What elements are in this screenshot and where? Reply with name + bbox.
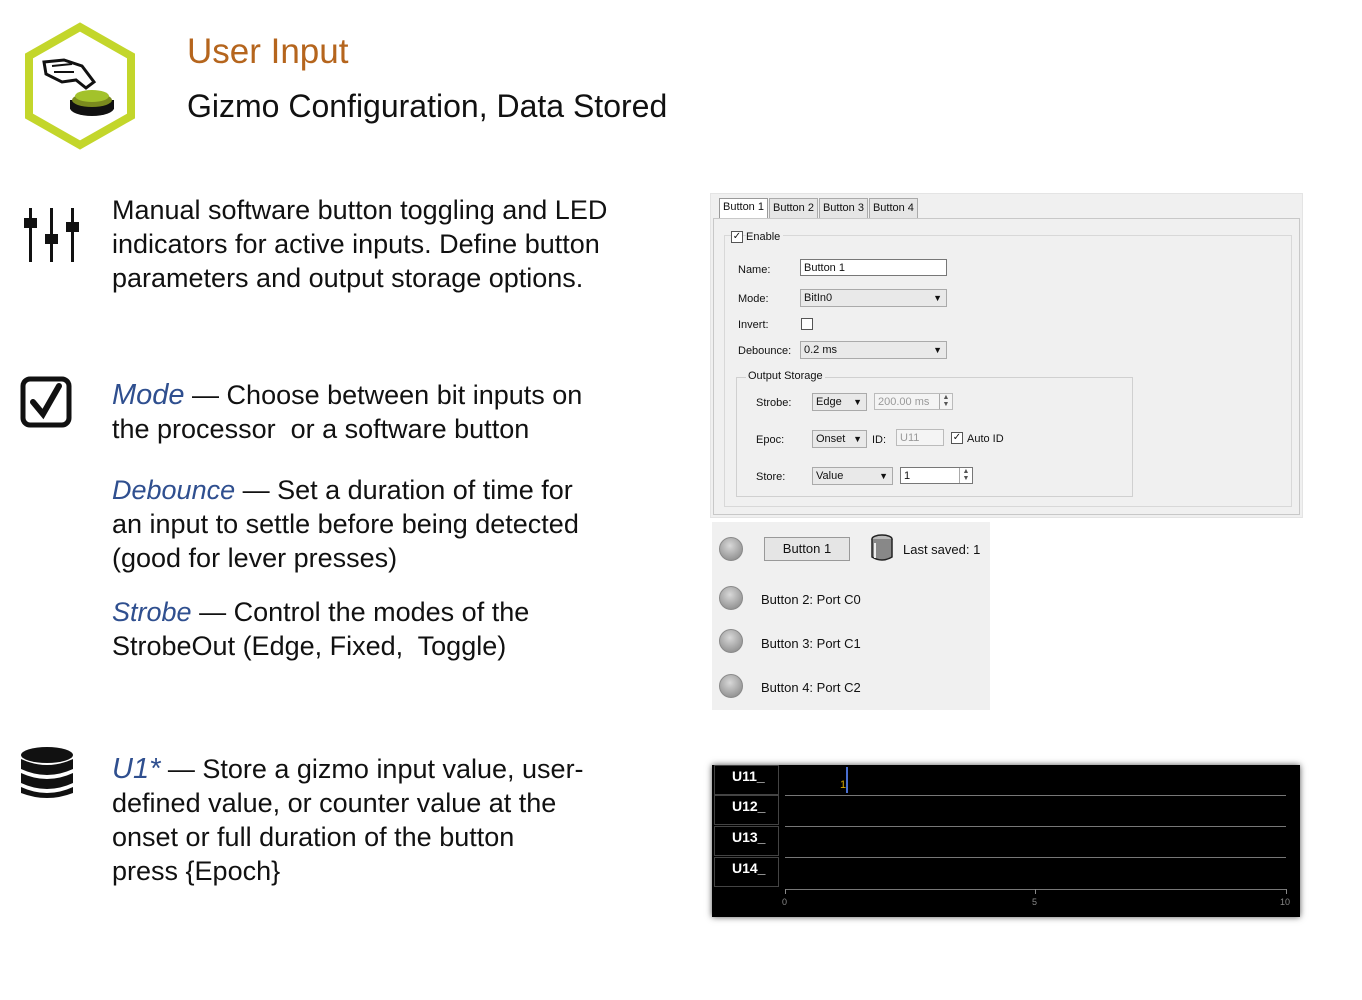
invert-label: Invert:	[738, 319, 769, 331]
mode-label: Mode:	[738, 293, 769, 305]
epoc-label: Epoc:	[756, 434, 785, 446]
epoch-row-label-u14: U14_	[714, 857, 779, 887]
strobe-duration-field	[874, 393, 953, 410]
epoch-tick-mark	[785, 889, 786, 894]
spinner-icon[interactable]: ▲ ▼	[959, 468, 972, 483]
epoch-row-label-u13: U13_	[714, 826, 779, 856]
button-panel	[712, 522, 990, 710]
epoch-display	[712, 765, 1300, 917]
button-1[interactable]: Button 1	[764, 537, 850, 561]
mode-term: Mode	[112, 379, 185, 411]
epoch-row-line	[785, 857, 1286, 858]
store-label: Store:	[756, 471, 786, 483]
page-subtitle: Gizmo Configuration, Data Stored	[187, 88, 668, 124]
debounce-line2: an input to settle before being detected	[112, 509, 579, 539]
store-number-field[interactable]	[900, 467, 973, 484]
epoch-tick-label: 5	[1032, 897, 1038, 907]
chevron-down-icon: ▼	[933, 345, 942, 355]
name-label: Name:	[738, 264, 771, 276]
debounce-description	[112, 473, 672, 575]
id-label: ID:	[872, 434, 887, 446]
epoch-row-line	[785, 826, 1286, 827]
debounce-line3: (good for lever presses)	[112, 543, 398, 573]
epoch-tick-label: 0	[782, 897, 788, 907]
led-indicator-4	[719, 674, 743, 698]
button-2-label: Button 2: Port C0	[761, 592, 861, 607]
u1-line4: press {Epoch}	[112, 856, 281, 886]
debounce-select[interactable]	[800, 341, 947, 359]
auto-id-label: Auto ID	[967, 433, 1004, 445]
debounce-term: Debounce	[112, 475, 236, 505]
strobe-term: Strobe	[112, 597, 192, 627]
strobe-description	[112, 595, 672, 663]
button-tabs	[719, 198, 919, 218]
strobe-line2: StrobeOut (Edge, Fixed, Toggle)	[112, 631, 507, 661]
u1-line2: defined value, or counter value at the	[112, 788, 557, 818]
strobe-select-value: Edge	[816, 396, 842, 408]
name-field[interactable]: Button 1	[800, 259, 947, 276]
tab-button-2[interactable]: Button 2	[769, 198, 818, 218]
epoch-tick-mark	[1035, 889, 1036, 894]
strobe-label: Strobe:	[756, 397, 792, 409]
epoc-select-value: Onset	[816, 433, 846, 445]
button-4-label: Button 4: Port C2	[761, 680, 861, 695]
mode-description	[112, 378, 672, 446]
epoch-row-label-u11: U11_	[714, 765, 779, 795]
epoch-tick-mark	[1286, 889, 1287, 894]
button-3-label: Button 3: Port C1	[761, 636, 861, 651]
strobe-select[interactable]	[812, 393, 867, 411]
tab-content	[713, 218, 1300, 515]
debounce-line1: — Set a duration of time for	[235, 475, 573, 505]
sliders-icon	[20, 204, 82, 266]
strobe-line1: — Control the modes of the	[191, 597, 530, 627]
store-select-value: Value	[816, 470, 844, 482]
checkbox-icon	[18, 374, 76, 432]
epoc-select[interactable]	[812, 430, 867, 448]
tab-button-4[interactable]: Button 4	[869, 198, 918, 218]
debounce-label: Debounce:	[738, 345, 792, 357]
enable-checkbox[interactable]: ✓	[732, 231, 742, 242]
led-indicator-3	[719, 629, 743, 653]
chevron-down-icon: ▼	[879, 471, 888, 481]
intro-text: Manual software button toggling and LED indicators for active inputs. Define button parameters and output storage options.	[112, 195, 608, 293]
chevron-down-icon: ▼	[853, 434, 862, 444]
mode-line1: — Choose between bit inputs on	[184, 380, 583, 410]
spinner-icon: ▲ ▼	[939, 394, 952, 409]
id-field: U11	[896, 429, 944, 446]
output-storage-label: Output Storage	[748, 370, 823, 382]
u1-description	[112, 752, 672, 888]
storage-cylinder-icon	[870, 534, 894, 562]
u1-line1: — Store a gizmo input value, user-	[160, 754, 584, 784]
epoch-tick-label: 10	[1280, 897, 1291, 907]
epoch-marker-value: 1	[840, 779, 847, 791]
led-indicator-2	[719, 586, 743, 610]
debounce-select-value: 0.2 ms	[804, 344, 838, 356]
strobe-duration-value: 200.00 ms	[878, 396, 930, 408]
tab-button-3[interactable]: Button 3	[819, 198, 868, 218]
gizmo-config-panel	[710, 193, 1303, 518]
tab-button-1[interactable]: Button 1	[719, 198, 768, 218]
database-icon	[18, 745, 78, 803]
mode-select[interactable]	[800, 289, 947, 307]
store-select[interactable]	[812, 467, 893, 485]
epoch-row-line	[785, 795, 1286, 796]
chevron-down-icon: ▼	[853, 397, 862, 407]
enable-label: Enable	[746, 231, 783, 243]
u1-line3: onset or full duration of the button	[112, 822, 515, 852]
mode-select-value: BitIn0	[804, 292, 833, 304]
hand-press-button-icon	[24, 22, 136, 150]
epoch-marker	[846, 767, 848, 793]
auto-id-checkbox[interactable]: ✓	[952, 432, 962, 443]
led-indicator-1	[719, 537, 743, 561]
store-number-value: 1	[904, 470, 911, 482]
epoch-row-label-u12: U12_	[714, 795, 779, 825]
mode-line2: the processor or a software button	[112, 414, 530, 444]
invert-checkbox[interactable]	[801, 318, 813, 330]
u1-term: U1*	[112, 753, 161, 785]
last-saved-text: Last saved: 1	[903, 542, 981, 557]
chevron-down-icon: ▼	[933, 293, 942, 303]
page-title: User Input	[187, 32, 349, 71]
